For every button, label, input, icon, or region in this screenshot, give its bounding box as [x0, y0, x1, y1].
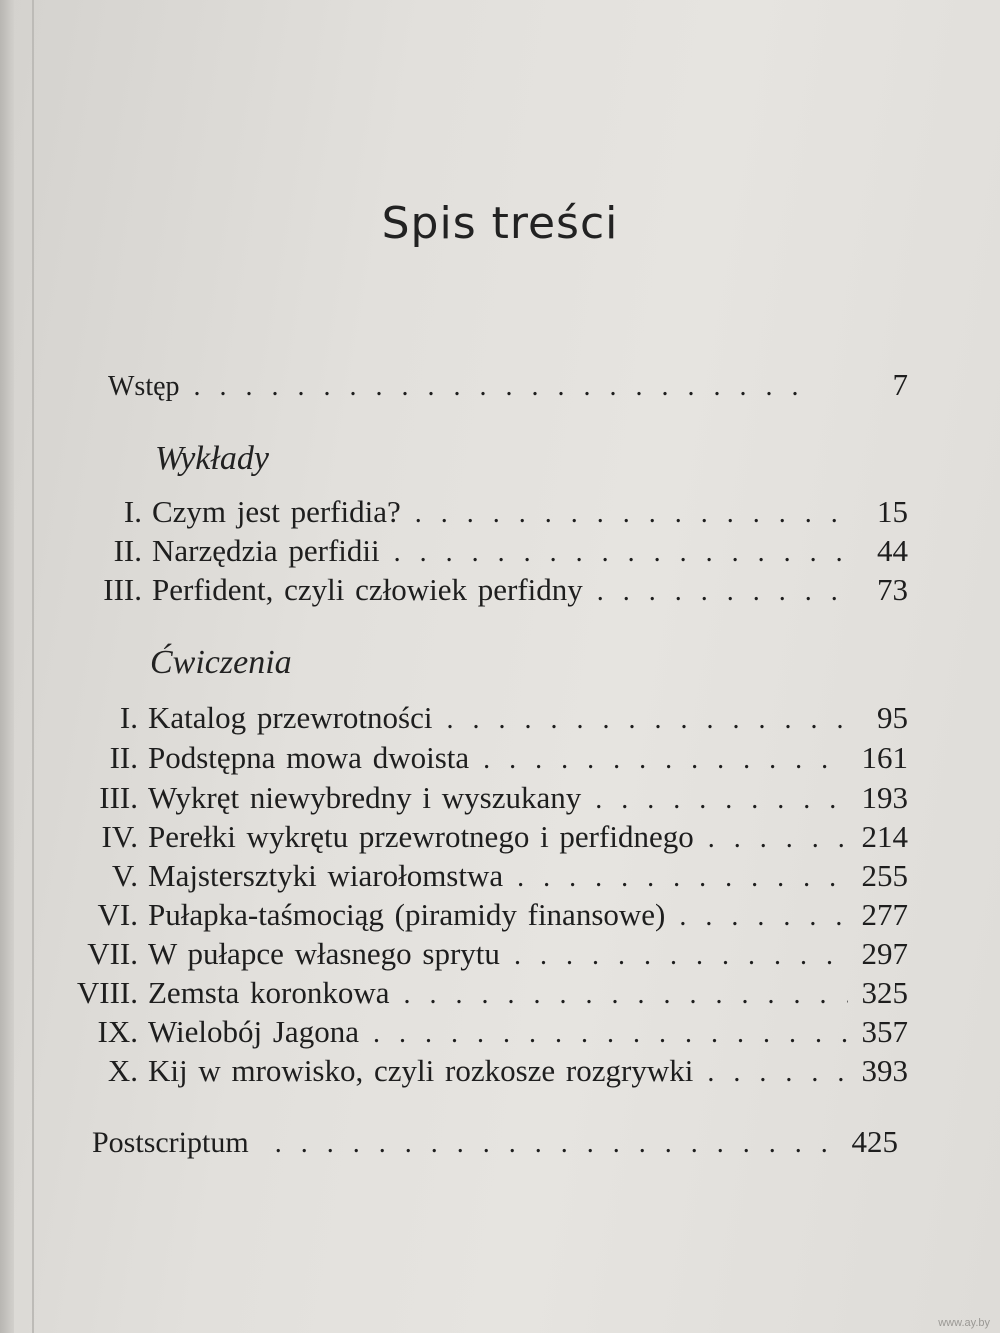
toc-entry-postscript	[92, 1124, 898, 1162]
toc-entry-label: Katalog przewrotności	[148, 700, 433, 735]
toc-entry-label: Wstęp	[108, 371, 180, 402]
toc-entry-label: Pułapka-taśmociąg (piramidy finansowe)	[148, 897, 666, 932]
toc-entry-numeral: III.	[99, 780, 138, 815]
toc-leader-dots	[394, 535, 848, 571]
toc-page-number: 95	[877, 700, 908, 735]
toc-page-number: 161	[861, 740, 908, 775]
section-heading-cwiczenia: Ćwiczenia	[150, 644, 292, 681]
toc-page-number: 214	[861, 819, 908, 854]
toc-page-number: 357	[861, 1014, 908, 1049]
toc-entry-numeral: V.	[111, 858, 138, 893]
toc-leader-dots	[517, 860, 848, 896]
toc-leader-dots	[707, 1055, 848, 1091]
toc-entry-label: Perfident, czyli człowiek perfidny	[152, 572, 583, 607]
toc-entry	[68, 1014, 908, 1052]
toc-leader-dots	[595, 782, 848, 818]
toc-entry-label: Zemsta koronkowa	[148, 975, 390, 1010]
toc-entry	[72, 572, 908, 610]
toc-entry-numeral: II.	[109, 740, 138, 775]
toc-leader-dots	[483, 742, 848, 778]
toc-leader-dots	[446, 702, 848, 738]
toc-page-number: 73	[877, 572, 908, 607]
toc-entry-numeral: IX.	[97, 1014, 138, 1049]
toc-entry	[68, 819, 908, 857]
toc-entry-label: Wykręt niewybredny i wyszukany	[148, 780, 582, 815]
toc-leader-dots	[275, 1126, 838, 1162]
watermark-text: www.ay.by	[938, 1317, 990, 1329]
toc-entry-label: Czym jest perfidia?	[152, 494, 401, 529]
toc-page-number: 277	[861, 897, 908, 932]
page-title: Spis treści	[381, 198, 619, 249]
toc-entry	[68, 858, 908, 896]
toc-leader-dots	[597, 574, 848, 610]
toc-entry-intro	[108, 367, 908, 405]
toc-entry-numeral: I.	[123, 494, 142, 529]
toc-leader-dots	[403, 977, 848, 1013]
toc-entry-label: Perełki wykrętu przewrotnego i perfidnego	[148, 819, 694, 854]
toc-entry-numeral: II.	[113, 533, 142, 568]
toc-entry-label: Podstępna mowa dwoista	[148, 740, 470, 775]
toc-page-number: 15	[877, 494, 908, 529]
toc-entry	[68, 897, 908, 935]
toc-page-number: 325	[861, 975, 908, 1010]
toc-entry-numeral: VI.	[97, 897, 138, 932]
toc-entry	[68, 780, 908, 818]
toc-leader-dots	[679, 899, 848, 935]
toc-entry-numeral: I.	[119, 700, 138, 735]
toc-leader-dots	[514, 938, 848, 974]
toc-entry-numeral: IV.	[101, 819, 138, 854]
toc-entry	[68, 700, 908, 738]
toc-page-number: 193	[861, 780, 908, 815]
toc-entry	[68, 975, 908, 1013]
toc-leader-dots	[708, 821, 848, 857]
toc-page-number: 44	[877, 533, 908, 568]
toc-page-number: 297	[861, 936, 908, 971]
toc-entry-label: Kij w mrowisko, czyli rozkosze rozgrywki	[148, 1053, 694, 1088]
toc-entry	[68, 740, 908, 778]
toc-entry	[68, 1053, 908, 1091]
toc-entry	[72, 533, 908, 571]
toc-leader-dots	[194, 369, 800, 405]
toc-page-number: 7	[892, 367, 908, 402]
toc-entry-label: Majstersztyki wiarołomstwa	[148, 858, 504, 893]
toc-page-number: 255	[861, 858, 908, 893]
toc-entry-label: W pułapce własnego sprytu	[148, 936, 500, 971]
section-heading-wyklady: Wykłady	[155, 440, 269, 477]
toc-leader-dots	[373, 1016, 848, 1052]
toc-entry-numeral: VII.	[87, 936, 138, 971]
toc-page-number: 393	[861, 1053, 908, 1088]
toc-entry-label: Wielobój Jagona	[148, 1014, 359, 1049]
toc-entry-numeral: VIII.	[76, 975, 138, 1010]
toc-page-number: 425	[851, 1124, 898, 1159]
toc-entry	[68, 936, 908, 974]
toc-entry-label: Narzędzia perfidii	[152, 533, 380, 568]
toc-entry-numeral: III.	[103, 572, 142, 607]
toc-entry-label: Postscriptum	[92, 1126, 249, 1159]
toc-leader-dots	[415, 496, 848, 532]
toc-entry-numeral: X.	[107, 1053, 138, 1088]
toc-entry	[72, 494, 908, 532]
